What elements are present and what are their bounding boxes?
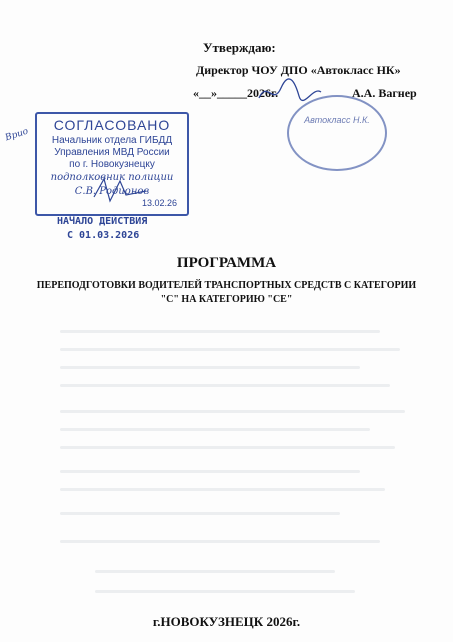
approval-director: Директор ЧОУ ДПО «Автокласс НК»	[196, 63, 401, 77]
approval-date-line: «__»_____2026г.	[193, 86, 279, 100]
director-signature	[255, 78, 325, 108]
footer-city-year: г.НОВОКУЗНЕЦК 2026г.	[152, 614, 301, 629]
stamp-handwritten-rank: подполковник полиции	[50, 172, 174, 183]
bleed-through-line	[95, 570, 335, 573]
stamp-line: Начальник отдела ГИБДД	[51, 135, 173, 146]
bleed-through-line	[60, 330, 380, 333]
stamp-handwritten-name: С.В. Родионов	[74, 186, 150, 197]
bleed-through-line	[60, 488, 385, 491]
handwritten-note: Врио	[4, 126, 30, 144]
bleed-through-line	[60, 410, 405, 413]
start-stamp-line1: НАЧАЛО ДЕЙСТВИЯ	[57, 216, 148, 227]
program-subtitle-line2: "C" НА КАТЕГОРИЮ "CE"	[160, 294, 293, 305]
bleed-through-line	[60, 470, 360, 473]
stamp-line: по г. Новокузнецку	[69, 159, 155, 170]
bleed-through-line	[60, 348, 400, 351]
bleed-through-line	[95, 590, 355, 593]
bleed-through-line	[60, 366, 360, 369]
bleed-through-line	[60, 512, 340, 515]
approval-title: Утверждаю:	[203, 40, 276, 55]
bleed-through-line	[60, 428, 370, 431]
agreement-signature	[90, 175, 150, 205]
approval-name: А.А. Вагнер	[352, 86, 417, 100]
program-title: ПРОГРАММА	[176, 255, 277, 271]
start-stamp-line2: С 01.03.2026	[67, 230, 140, 241]
stamp-line: Управления МВД России	[54, 147, 170, 158]
bleed-through-line	[60, 446, 395, 449]
program-subtitle-line1: ПЕРЕПОДГОТОВКИ ВОДИТЕЛЕЙ ТРАНСПОРТНЫХ СРЕДСТВ С КАТЕГОРИИ	[36, 280, 417, 291]
bleed-through-line	[60, 540, 380, 543]
stamp-date: 13.02.26	[141, 198, 177, 208]
stamp-heading: СОГЛАСОВАНО	[53, 117, 171, 133]
bleed-through-line	[60, 384, 390, 387]
round-seal-text: Автокласс Н.К.	[304, 115, 370, 125]
